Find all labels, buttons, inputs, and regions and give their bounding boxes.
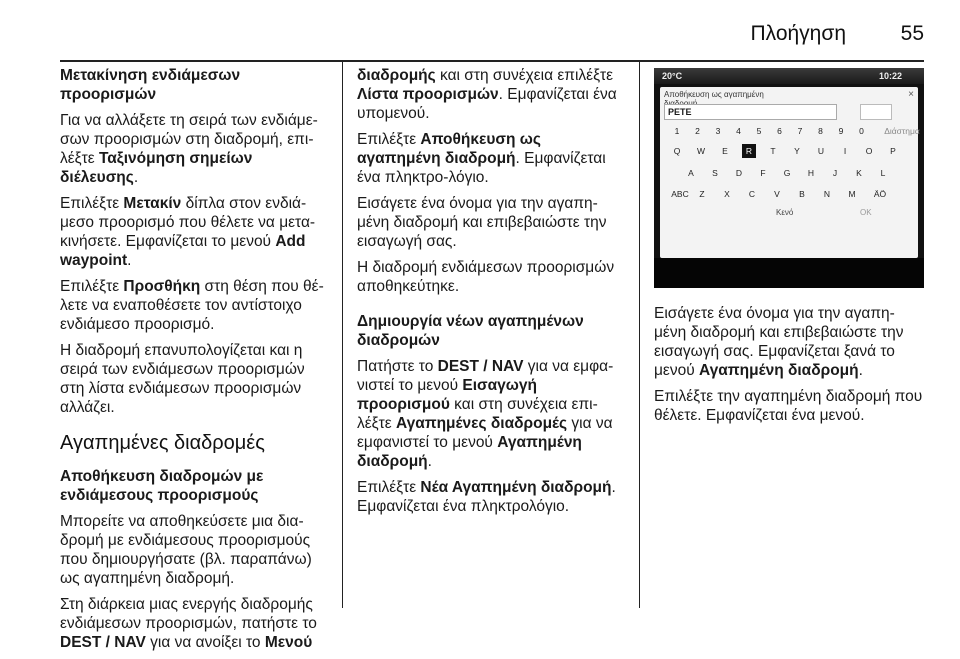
keyboard-key: N [823, 189, 831, 199]
subheading: Δημιουργία νέων αγαπημένων διαδρομών [357, 313, 584, 349]
keyboard-key: 8 [818, 126, 823, 136]
name-entry-field: PETE [664, 104, 837, 120]
space-key: Κενό [776, 208, 794, 217]
keyboard-key: 1 [674, 126, 680, 136]
page-title: Πλοήγηση [750, 22, 846, 45]
paragraph: Στη διάρκεια μιας ενεργής διαδρομής ενδιάμεσων προορισμών, πατήστε το DEST / NAV για να ανοίξει το Μενού [60, 596, 317, 651]
keyboard-key: ABC [671, 189, 689, 199]
keyboard-row [668, 124, 920, 138]
paragraph: διαδρομής και στη συνέχεια επιλέξτε Λίστα προορισμών. Εμφανίζεται ένα υπομενού. [357, 67, 617, 122]
keyboard-key: ÄÖ [873, 189, 887, 199]
entry-side-box [860, 104, 892, 120]
paragraph: Η διαδρομή ενδιάμεσων προορισμών αποθηκεύτηκε. [357, 259, 615, 295]
subheading: Μετακίνηση ενδιάμεσων προορισμών [60, 67, 241, 103]
paragraph: Εισάγετε ένα όνομα για την αγαπη-μένη διαδρομή και επιβεβαιώστε την εισαγωγή σας. Εμφανίζεται ξανά το μενού Αγαπημένη διαδρομή. [654, 305, 904, 379]
paragraph: Επιλέξτε Μετακίν δίπλα στον ενδιά-μεσο προορισμό που θέλετε να μετα-κινήσετε. Εμφανίζεται το μενού Add waypoint. [60, 195, 316, 269]
keyboard-key: 5 [756, 126, 762, 136]
status-bar [654, 68, 924, 84]
column-1 [60, 66, 328, 659]
keyboard-key: W [696, 146, 706, 156]
paragraph: Πατήστε το DEST / NAV για να εμφα-νιστεί το μενού Εισαγωγή προορισμού και στη συνέχεια επι-λέξτε Αγαπημένες διαδρομές για να εμφανιστεί το μενού Αγαπημένη διαδρομή. [357, 358, 614, 470]
section-title: Αγαπημένες διαδρομές [60, 432, 265, 454]
paragraph: Επιλέξτε Αποθήκευση ως αγαπημένη διαδρομή. Εμφανίζεται ένα πληκτρο-λόγιο. [357, 131, 606, 186]
subheading: Αποθήκευση διαδρομών με ενδιάμεσους προορισμούς [60, 468, 264, 504]
paragraph: Η διαδρομή επανυπολογίζεται και η σειρά των ενδιάμεσων προορισμών στη λίστα ενδιάμεσων προορισμών αλλάζει. [60, 342, 305, 416]
keyboard-key: P [890, 146, 896, 156]
keyboard-key: M [848, 189, 856, 199]
keyboard-key: E [722, 146, 728, 156]
page-number: 55 [900, 22, 924, 45]
keyboard-key: Y [794, 146, 800, 156]
keyboard-key: 0 [859, 126, 864, 136]
keyboard-mode-key: Διάστημα [884, 126, 920, 136]
keyboard-row [668, 144, 914, 158]
paragraph: Επιλέξτε την αγαπημένη διαδρομή που θέλετε. Εμφανίζεται ένα μενού. [654, 388, 923, 424]
keyboard-key: 2 [695, 126, 700, 136]
keyboard-key: I [843, 146, 847, 156]
paragraph: Επιλέξτε Νέα Αγαπημένη διαδρομή. Εμφανίζεται ένα πληκτρολόγιο. [357, 479, 616, 515]
keyboard-key: U [817, 146, 825, 156]
keyboard-key: 6 [777, 126, 782, 136]
close-icon: × [908, 89, 914, 100]
keyboard-key: K [856, 168, 862, 178]
keyboard-key: F [760, 168, 766, 178]
panel-title: Αποθήκευση ως αγαπημένη [664, 90, 794, 109]
keyboard-key: V [774, 189, 780, 199]
keyboard-key: S [712, 168, 718, 178]
keyboard-key: C [748, 189, 756, 199]
column-divider [342, 62, 343, 608]
keyboard-key: G [783, 168, 791, 178]
header-rule [60, 60, 924, 62]
keyboard-key: R [742, 144, 756, 158]
keyboard-key: 3 [715, 126, 721, 136]
keyboard-panel [660, 87, 918, 258]
page-header [60, 14, 924, 48]
keyboard-row [668, 166, 914, 180]
column-2 [357, 66, 625, 523]
column-3-text [654, 304, 924, 432]
keyboard-key: L [880, 168, 886, 178]
keyboard-row [668, 187, 914, 201]
column-divider [639, 62, 640, 608]
keyboard-key: Z [699, 189, 705, 199]
keyboard-bottom-row [660, 208, 918, 220]
infotainment-screen-image [654, 68, 924, 288]
keyboard-key: J [832, 168, 838, 178]
keyboard-key: H [807, 168, 815, 178]
keyboard-key: Q [673, 146, 681, 156]
keyboard-key: 7 [797, 126, 803, 136]
clock: 10:22 [878, 71, 902, 81]
paragraph: Επιλέξτε Προσθήκη στη θέση που θέ-λετε να εναποθέσετε τον αντίστοιχο ενδιάμεσο προορισμό. [60, 278, 324, 333]
keyboard-key: A [688, 168, 694, 178]
paragraph: Εισάγετε ένα όνομα για την αγαπη-μένη διαδρομή και επιβεβαιώστε την εισαγωγή σας. [357, 195, 607, 250]
keyboard-key: 4 [736, 126, 741, 136]
keyboard-key: D [735, 168, 743, 178]
paragraph: Για να αλλάξετε τη σειρά των ενδιάμε-σων προορισμών στη διαδρομή, επι-λέξτε Ταξινόμηση σημείων διέλευσης. [60, 112, 318, 186]
keyboard-key: T [770, 146, 776, 156]
keyboard-key: O [865, 146, 873, 156]
keyboard-key: 9 [838, 126, 844, 136]
keyboard-key: B [799, 189, 805, 199]
ok-key: OK [860, 208, 872, 217]
paragraph: Μπορείτε να αποθηκεύσετε μια δια-δρομή με ενδιάμεσους προορισμούς που δημιουργήσατε (βλ. παραπάνω) ως αγαπημένη διαδρομή. [60, 513, 312, 587]
keyboard-key: X [724, 189, 730, 199]
screen-bottom-bar [654, 258, 924, 288]
temperature: 20°C [662, 71, 683, 81]
